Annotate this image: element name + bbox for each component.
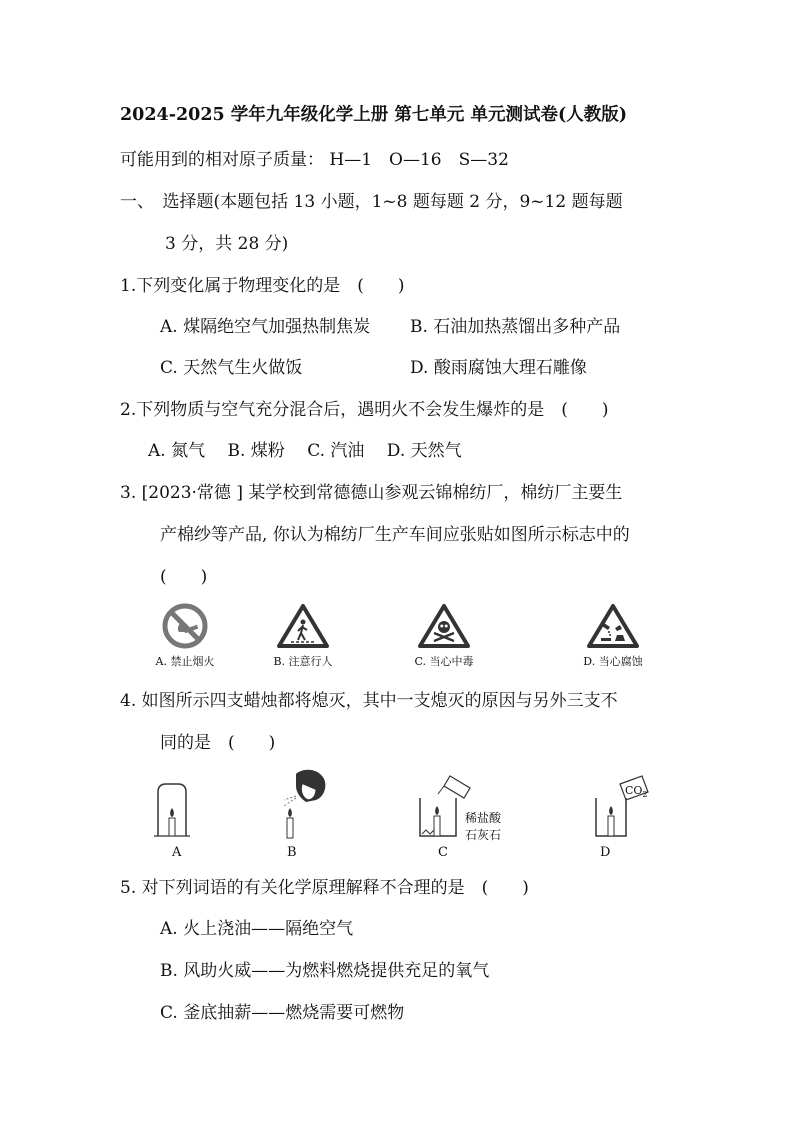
fig-d-label: D (600, 845, 611, 860)
q3-stem-line2: 产棉纱等产品, 你认为棉纺厂生产车间应张贴如图所示标志中的 (160, 525, 630, 545)
candle-jar-figure[interactable] (152, 780, 192, 838)
fig-a-label: A (172, 845, 182, 860)
sign-a[interactable] (140, 603, 230, 669)
q1-option-d[interactable]: D. 酸雨腐蚀大理石雕像 (410, 358, 587, 378)
corrosion-warning-icon (587, 603, 639, 649)
q2-options[interactable]: A. 氮气 B. 煤粉 C. 汽油 D. 天然气 (148, 441, 462, 461)
blowing-candle-figure[interactable] (272, 768, 334, 840)
fig-b-label: B (287, 845, 297, 860)
sign-d-label: D. 当心腐蚀 (583, 655, 643, 668)
q5-option-a[interactable]: A. 火上浇油——隔绝空气 (160, 919, 354, 939)
section-heading: 一、 选择题(本题包括 13 小题，1~8 题每题 2 分，9~12 题每题 (120, 192, 623, 212)
sign-b-label: B. 注意行人 (273, 655, 333, 668)
section-heading-cont: 3 分，共 28 分) (165, 234, 289, 254)
q1-option-c[interactable]: C. 天然气生火做饭 (160, 358, 303, 378)
no-smoking-fire-icon (162, 603, 208, 649)
q5-option-b[interactable]: B. 风助火威——为燃料燃烧提供充足的氧气 (160, 961, 490, 981)
sign-c-label: C. 当心中毒 (414, 655, 474, 668)
fig-c-label: C (438, 845, 448, 860)
sign-c[interactable] (399, 603, 489, 669)
sign-a-label: A. 禁止烟火 (155, 655, 215, 668)
q5-option-c[interactable]: C. 釜底抽薪——燃烧需要可燃物 (160, 1003, 405, 1023)
exam-title: 2024-2025 学年九年级化学上册 第七单元 单元测试卷(人教版) (120, 105, 628, 125)
q3-answer-bracket: ( ) (160, 567, 208, 587)
sign-b[interactable] (258, 603, 348, 669)
q1-option-a[interactable]: A. 煤隔绝空气加强热制焦炭 (160, 317, 371, 337)
q4-stem-line2: 同的是 ( ) (160, 733, 276, 753)
q1-option-b[interactable]: B. 石油加热蒸馏出多种产品 (410, 317, 621, 337)
sign-d[interactable] (568, 603, 658, 669)
q1-stem: 1.下列变化属于物理变化的是 ( ) (120, 276, 405, 296)
atomic-mass-note: 可能用到的相对原子质量： H—1 O—16 S—32 (120, 150, 509, 170)
co2-label: $CO_2$ (625, 784, 648, 800)
q2-stem: 2.下列物质与空气充分混合后，遇明火不会发生爆炸的是 ( ) (120, 400, 609, 420)
q3-stem-line1: 3. [2023·常德 ] 某学校到常德德山参观云锦棉纺厂，棉纺厂主要生 (120, 483, 623, 503)
pedestrian-warning-icon (277, 603, 329, 649)
acid-label: 稀盐酸 (465, 811, 502, 825)
q5-stem: 5. 对下列词语的有关化学原理解释不合理的是 ( ) (120, 878, 529, 898)
limestone-label: 石灰石 (465, 828, 502, 842)
poison-warning-icon (418, 603, 470, 649)
q4-stem-line1: 4. 如图所示四支蜡烛都将熄灭，其中一支熄灭的原因与另外三支不 (120, 691, 618, 711)
